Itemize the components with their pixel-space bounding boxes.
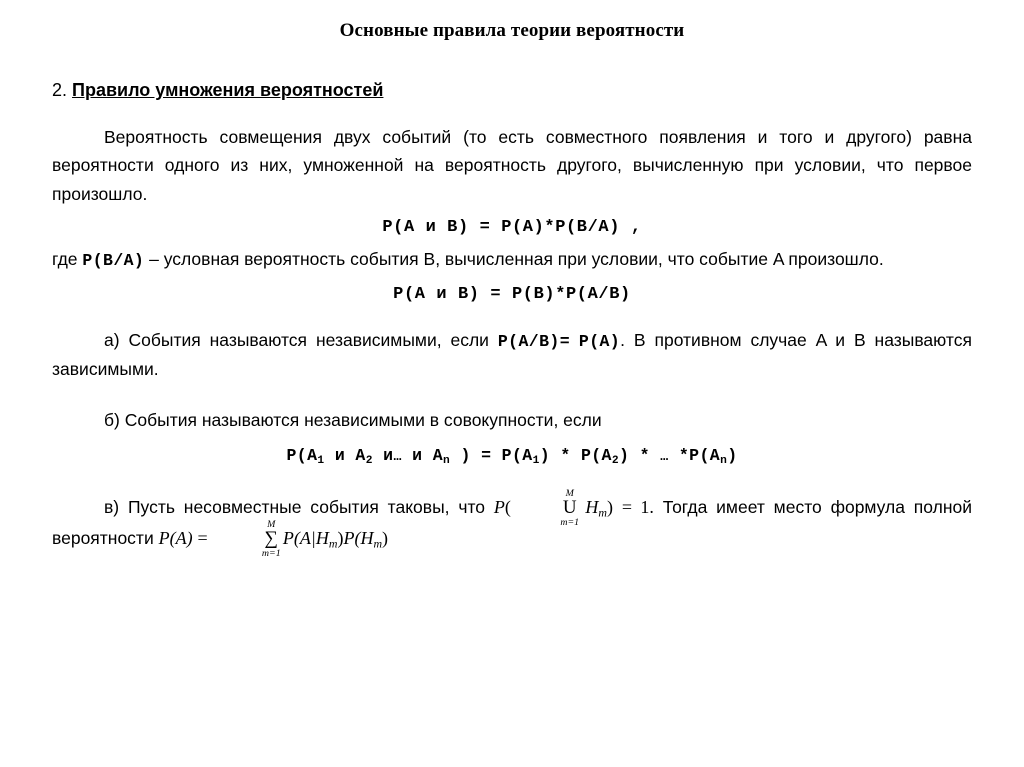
formula-v-tail1: P(A|H <box>282 528 329 549</box>
sigma-top-limit: M <box>267 518 276 530</box>
formula-total-prob-condition <box>493 488 654 528</box>
where-text: – условная вероятность события B, вычисленная при условии, что событие A произошло. <box>149 249 884 270</box>
where-prefix: где <box>52 249 78 270</box>
formula-b-end: ) <box>727 446 738 466</box>
formula-v-eq2: = <box>197 528 208 549</box>
item-v-text-before: Пусть несовместные события таковы, что <box>127 497 485 518</box>
section-heading <box>52 80 972 101</box>
item-a-text-before: События называются независимыми, если <box>128 329 489 350</box>
formula-v-close: ) <box>606 497 613 518</box>
formula-v-P: P <box>493 497 505 518</box>
formula-b-subnb: n <box>720 455 728 468</box>
formula-v-tail1-close: ) <box>337 528 344 549</box>
formula-b-dots2: … <box>660 449 669 465</box>
item-b-label: б) <box>104 409 120 430</box>
formula-b-and1: и A <box>324 446 366 466</box>
page-title: Основные правила теории вероятности <box>339 20 685 41</box>
paragraph-multiplication-rule: Вероятность совмещения двух событий (то есть совместного появления и того и другого) равна вероятности одного из них, умноженной на вероятность другого, вычисленную при условии, что первое произошло. <box>52 127 972 204</box>
formula-v-H-sub: m <box>598 505 607 520</box>
paragraph-conditional-definition <box>52 245 972 275</box>
formula-product-rule-1: P(A и B) = P(A)*P(B/A) , <box>382 218 642 238</box>
formula-v-H: H <box>585 497 599 518</box>
formula-b-p: P(A <box>286 446 318 466</box>
sigma-bottom-limit: m=1 <box>261 547 281 559</box>
mono-p-b-given-a: P(B/A) <box>82 251 145 271</box>
union-bottom-limit: m=1 <box>560 516 580 528</box>
section-heading-text: Правило умножения вероятностей <box>72 80 384 100</box>
item-a-text-after: В противном случае A и B называются зависимыми. <box>52 329 972 380</box>
formula-b-dots: … <box>393 449 402 465</box>
mono-equals: = <box>559 331 570 351</box>
union-top-limit: M <box>565 488 574 500</box>
formula-b-mul1: ) * P(A <box>539 446 612 466</box>
sigma-glyph: ∑ <box>264 528 279 550</box>
formula-mutual-independence <box>52 446 972 467</box>
formula-b-sub2: 2 <box>365 455 373 468</box>
formula-b-close: ) = P(A <box>450 446 533 466</box>
formula-b-sub2b: 2 <box>611 455 619 468</box>
sigma-operator-icon <box>213 518 281 559</box>
formula-product-rule-2: P(A и B) = P(B)*P(A/B) <box>393 284 631 304</box>
formula-total-probability <box>158 518 389 559</box>
formula-v-tail2-sub: m <box>373 536 383 551</box>
section-number: 2. <box>52 80 68 100</box>
item-a-dot: . <box>620 329 625 350</box>
formula-b-mul2: ) * <box>619 446 650 466</box>
paragraph-item-a <box>52 326 972 384</box>
item-b-text: События называются независимыми в совокупности, если <box>124 409 602 430</box>
formula-b-mul3: *P(A <box>678 446 721 466</box>
mono-p-a-given-b: P(A/B) <box>497 331 560 351</box>
paragraph-item-b <box>52 406 972 434</box>
formula-b-sub1b: 1 <box>532 455 540 468</box>
formula-v-tail1-sub: m <box>328 536 338 551</box>
formula-b-subn: n <box>443 455 451 468</box>
formula-v-tail2-close: ) <box>382 528 389 549</box>
formula-b-sub1: 1 <box>317 455 325 468</box>
item-v-text-middle: Тогда имеет место формула полной вероятности <box>52 497 972 549</box>
formula-b-and3: и A <box>401 446 444 466</box>
formula-v-open: ( <box>504 497 511 518</box>
mono-p-a: P(A) <box>578 331 621 351</box>
union-operator-icon <box>511 488 580 528</box>
item-v-label: в) <box>104 497 120 518</box>
formula-v-eq1: = 1. <box>621 497 654 518</box>
union-glyph: U <box>562 497 577 519</box>
formula-v-PA: P(A) <box>158 528 193 549</box>
paragraph-item-v <box>52 488 972 559</box>
item-a-label: а) <box>104 329 120 350</box>
formula-v-tail2: P(H <box>343 528 374 549</box>
formula-b-and2: и <box>372 446 394 466</box>
